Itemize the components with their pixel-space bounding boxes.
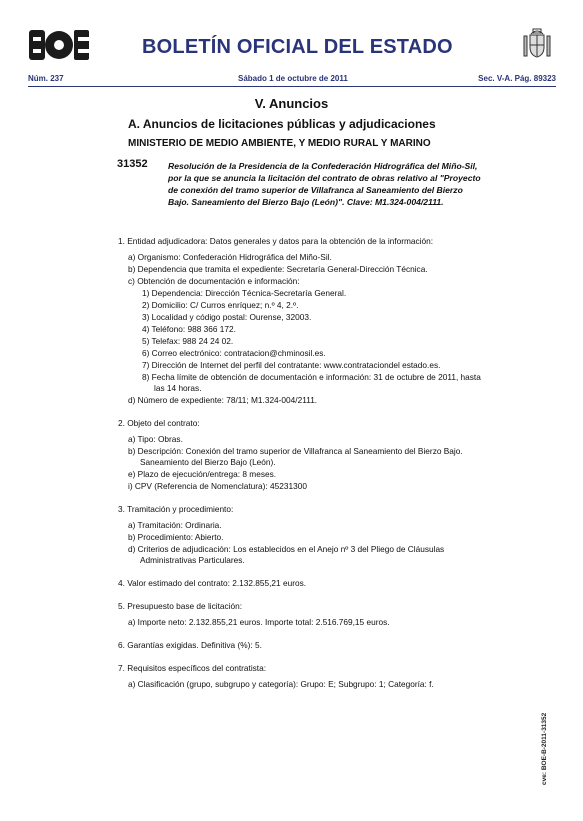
item-subline: 1) Dependencia: Dirección Técnica-Secretaría General. [142,288,347,298]
issue-number: Núm. 237 [28,74,64,83]
item-subline: 3) Localidad y código postal: Ourense, 32003. [142,312,312,322]
item-subline: 5) Telefax: 988 24 24 02. [142,336,234,346]
spain-crest-icon [522,26,552,60]
item-line: a) Importe neto: 2.132.855,21 euros. Importe total: 2.516.769,15 euros. [128,617,390,627]
item-line: a) Tramitación: Ordinaria. [128,520,222,530]
item-1 [118,236,486,406]
item-heading: 3. Tramitación y procedimiento: [118,504,234,514]
boe-logo-icon [29,30,89,60]
item-subline: 8) Fecha límite de obtención de documentación e información: 31 de octubre de 2011, hasta las 14 horas. [142,372,481,393]
item-line: a) Clasificación (grupo, subgrupo y categoría): Grupo: E; Subgrupo: 1; Categoría: f. [128,679,434,689]
issue-date: Sábado 1 de octubre de 2011 [238,74,348,83]
item-line: b) Dependencia que tramita el expediente: Secretaría General-Dirección Técnica. [128,264,428,274]
announcement-body [118,236,486,702]
item-line: i) CPV (Referencia de Nomenclatura): 45231300 [128,481,307,491]
section-title: V. Anuncios [254,96,329,111]
section-subtitle: A. Anuncios de licitaciones públicas y adjudicaciones [128,117,436,131]
item-line: d) Número de expediente: 78/11; M1.324-004/2111. [128,395,318,405]
item-2 [118,418,486,492]
item-6 [118,640,486,651]
item-4 [118,578,486,589]
section-page: Sec. V-A. Pág. 89323 [478,74,556,83]
verification-code: cve: BOE-B-2011-31352 [541,712,548,785]
header-meta [28,74,556,86]
item-line: c) Obtención de documentación e información: [128,276,300,286]
item-7 [118,663,486,690]
item-subline: 6) Correo electrónico: contratacion@chminosil.es. [142,348,326,358]
publication-title: BOLETÍN OFICIAL DEL ESTADO [142,36,453,58]
item-heading: 1. Entidad adjudicadora: Datos generales y datos para la obtención de la información: [118,236,434,246]
item-heading: 4. Valor estimado del contrato: 2.132.855,21 euros. [118,578,307,588]
item-heading: 2. Objeto del contrato: [118,418,200,428]
item-subline: 2) Domicilio: C/ Curros enríquez; n.º 4, 2.º. [142,300,299,310]
item-subline: 7) Dirección de Internet del perfil del contratante: www.contrataciondel estado.es. [142,360,441,370]
announcement-number: 31352 [117,158,148,170]
item-heading: 5. Presupuesto base de licitación: [118,601,243,611]
item-line: b) Descripción: Conexión del tramo superior de Villafranca al Saneamiento del Bierzo Bajo. Saneamiento del Bierzo Bajo (León). [128,446,463,467]
announcement-summary: Resolución de la Presidencia de la Confederación Hidrográfica del Miño-Sil, por la que se anuncia la licitación del contrato de obras relativo al "Proyecto de conexión del tramo superior de Villafranca al Saneamiento del Bierzo Bajo. Saneamiento del Bierzo Bajo (León)". Clave: M1.324-004/2111. [168,161,481,207]
item-heading: 6. Garantías exigidas. Definitiva (%): 5. [118,640,262,650]
item-line: a) Tipo: Obras. [128,434,183,444]
item-line: a) Organismo: Confederación Hidrográfica del Miño-Sil. [128,252,332,262]
item-3 [118,504,486,566]
item-subline: 4) Teléfono: 988 366 172. [142,324,236,334]
item-line: b) Procedimiento: Abierto. [128,532,224,542]
item-line: d) Criterios de adjudicación: Los establecidos en el Anejo nº 3 del Pliego de Cláusulas Administrativas Particulares. [128,544,445,565]
item-5 [118,601,486,628]
item-heading: 7. Requisitos específicos del contratista: [118,663,267,673]
item-line: e) Plazo de ejecución/entrega: 8 meses. [128,469,277,479]
header-divider [28,86,556,87]
ministry-heading: MINISTERIO DE MEDIO AMBIENTE, Y MEDIO RURAL Y MARINO [128,138,431,149]
